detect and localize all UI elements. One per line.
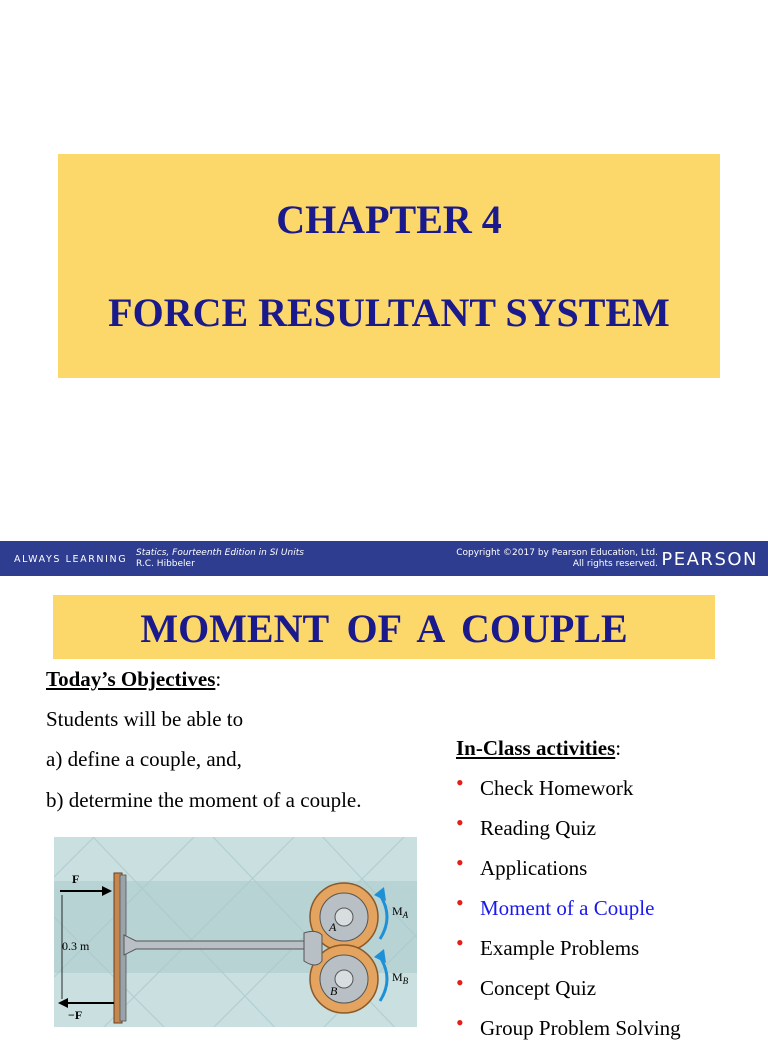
bullet-dot-icon: • [456,770,464,795]
copyright-line2: All rights reserved. [572,559,658,569]
footer-copyright [456,548,658,570]
activity-label: Moment of a Couple [480,896,655,920]
activity-label: Concept Quiz [480,976,597,1000]
bullet-dot-icon: • [456,850,464,875]
label-mb-main: M [392,970,403,984]
activity-label: Group Problem Solving [480,1016,681,1040]
label-ma-main: M [392,904,403,918]
book-author: R.C. Hibbeler [136,559,195,569]
label-mb-sub: B [402,976,409,986]
label-b: B [330,984,338,998]
label-f: F [72,872,80,886]
activities-heading [456,736,621,761]
objective-line: a) define a couple, and, [46,747,242,771]
activities-heading-text: In-Class activities [456,736,616,760]
bullet-dot-icon: • [456,810,464,835]
label-ma-sub: A [402,910,409,920]
bullet-dot-icon: • [456,970,464,995]
bullet-dot-icon: • [456,1010,464,1035]
footer-book-info [136,548,304,570]
label-neg-f: −F [68,1008,83,1022]
objectives-heading [46,667,221,692]
slide-title: MOMENT OF A COUPLE [140,606,628,651]
objective-line: Students will be able to [46,707,244,731]
objectives-heading-text: Today’s Objectives [46,667,216,691]
chapter-title: FORCE RESULTANT SYSTEM [108,290,670,335]
chapter-heading: CHAPTER 4 [276,197,502,242]
copyright-line1: Copyright ©2017 by Pearson Education, Ltd. [456,548,658,558]
bullet-dot-icon: • [456,930,464,955]
footer-tagline: ALWAYS LEARNING [14,554,128,565]
couple-figure [54,837,417,1027]
activities-heading-colon: : [615,736,622,760]
activity-label: Applications [480,856,588,880]
moc-title-box [53,595,715,659]
footer-bar [0,541,768,576]
objectives-heading-colon: : [215,667,222,691]
couple-diagram [54,837,417,1027]
title-box [58,154,720,378]
label-distance: 0.3 m [62,939,90,953]
slide-moment-of-couple [0,576,768,1040]
activity-label: Reading Quiz [480,816,597,840]
objective-line: b) determine the moment of a couple. [46,788,362,812]
book-title: Statics, Fourteenth Edition in SI Units [136,548,304,558]
label-a: A [329,920,337,934]
pearson-logo: PEARSON [661,549,758,570]
bullet-dot-icon: • [456,890,464,915]
activity-label: Example Problems [480,936,640,960]
activity-label: Check Homework [480,776,634,800]
